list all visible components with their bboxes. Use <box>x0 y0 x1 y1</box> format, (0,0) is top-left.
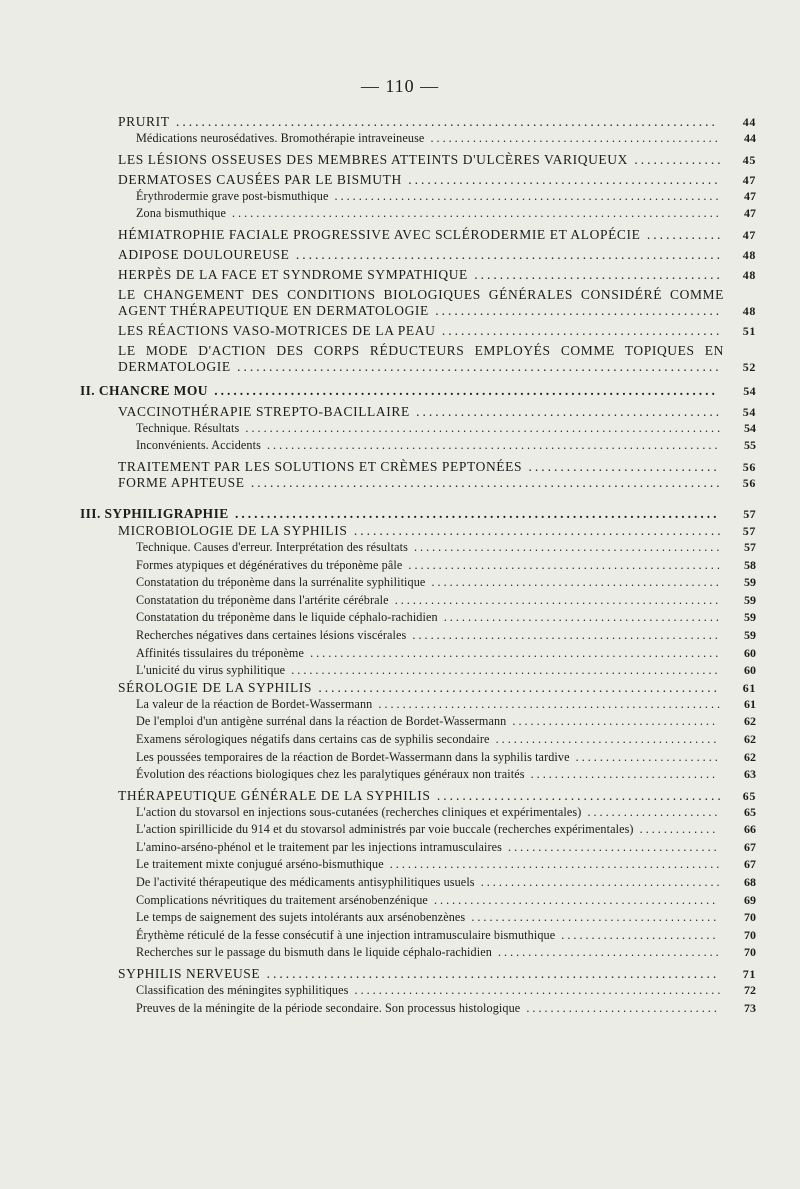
toc-page-number: 59 <box>744 627 756 642</box>
toc-entry-text: SYPHILIS NERVEUSE <box>118 966 261 982</box>
toc-entry-text: Recherches sur le passage du bismuth dans le liquide céphalo-rachidien <box>136 945 492 960</box>
toc-entry <box>80 966 756 982</box>
toc-entry-title <box>80 382 724 400</box>
dot-leader: ..................................... <box>491 945 722 960</box>
toc-entry <box>80 696 756 714</box>
toc-entry-text: III. SYPHILIGRAPHIE <box>80 505 229 521</box>
dot-leader: ................................................................... <box>289 246 724 262</box>
dot-leader: ..................................... <box>489 731 720 746</box>
toc-entry-text: Constatation du tréponème dans l'artérite cérébrale <box>136 592 389 607</box>
toc-page-number: 61 <box>744 696 756 711</box>
dot-leader: ................................................ <box>409 403 723 419</box>
toc-entry-text: LES RÉACTIONS VASO-MOTRICES DE LA PEAU <box>118 322 436 338</box>
toc-entry-text: SÉROLOGIE DE LA SYPHILIS <box>118 679 313 695</box>
toc-page-number: 51 <box>742 323 756 338</box>
toc-page-number: 62 <box>744 731 756 746</box>
dot-leader: .......................................................................... <box>244 474 723 490</box>
toc-entry-text: HERPÈS DE LA FACE ET SYNDROME SYMPATHIQUE <box>118 266 468 282</box>
toc-page-number: 62 <box>744 749 756 764</box>
toc-entry-text: PRURIT <box>118 114 170 129</box>
dot-leader: .......................... <box>555 927 719 942</box>
toc-entry-text: L'amino-arséno-phénol et le traitement par les injections intramusculaires <box>136 839 502 854</box>
toc-page-number: 47 <box>742 172 756 187</box>
dot-leader: ................................................. <box>401 171 721 187</box>
page-number-header: — 110 — <box>360 76 440 96</box>
toc-page-number: 48 <box>742 267 756 282</box>
toc-entry-title <box>136 927 724 945</box>
toc-entry <box>80 475 756 491</box>
toc-entry-title <box>118 152 724 168</box>
toc-page-number: 67 <box>744 857 756 872</box>
toc-entry <box>80 130 756 148</box>
toc-entry <box>80 287 756 319</box>
toc-entry <box>80 205 756 223</box>
toc-page-number: 61 <box>742 680 756 695</box>
toc-entry <box>80 539 756 557</box>
toc-entry-title <box>80 505 724 523</box>
toc-entry <box>80 114 756 130</box>
toc-page-number: 45 <box>742 152 756 167</box>
toc-entry <box>80 382 756 400</box>
toc-page-number: 47 <box>742 227 756 242</box>
dot-leader: ............ <box>640 226 724 242</box>
toc-entry <box>80 892 756 910</box>
toc-entry <box>80 188 756 206</box>
toc-entry-title <box>136 766 724 784</box>
dot-leader: ................................................ <box>425 575 722 590</box>
toc-entry-text: Médications neurosédatives. Bromothérapie intraveineuse <box>136 131 425 145</box>
dot-leader: ............................................................... <box>312 679 721 695</box>
toc-page-number: 54 <box>742 404 756 419</box>
table-of-contents <box>80 114 756 1017</box>
dot-leader: ...................................................... <box>388 592 722 607</box>
dot-leader: ............................................................................ <box>230 358 722 374</box>
dot-leader: ................................ <box>520 1000 720 1015</box>
toc-entry-text: VACCINOTHÉRAPIE STREPTO-BACILLAIRE <box>118 403 410 419</box>
toc-entry-title <box>136 645 724 663</box>
toc-entry <box>80 766 756 784</box>
toc-page-number: 69 <box>744 892 756 907</box>
toc-entry <box>80 323 756 339</box>
dot-leader: ................................................... <box>406 627 721 642</box>
dot-leader: ........................................................................... <box>260 438 721 453</box>
toc-page-number: 54 <box>744 420 756 435</box>
toc-entry <box>80 713 756 731</box>
toc-entry <box>80 839 756 857</box>
toc-entry <box>80 731 756 749</box>
toc-entry-title <box>136 821 724 839</box>
toc-entry-title <box>118 404 724 420</box>
toc-entry-text: Évolution des réactions biologiques chez les paralytiques généraux non traités <box>136 767 525 782</box>
toc-entry-text: Inconvénients. Accidents <box>136 438 261 453</box>
toc-entry-text: L'action spirillicide du 914 et du stovarsol administrés par voie buccale (recherches expérimentales) <box>136 822 634 837</box>
toc-entry-text: LES LÉSIONS OSSEUSES DES MEMBRES ATTEINTS D'ULCÈRES VARIQUEUX <box>118 151 628 167</box>
toc-entry <box>80 574 756 592</box>
toc-page-number: 57 <box>743 506 756 521</box>
toc-page-number: 70 <box>744 945 756 960</box>
toc-entry-text: Technique. Causes d'erreur. Interprétation des résultats <box>136 539 408 554</box>
toc-entry <box>80 523 756 539</box>
dot-leader: ....................................................................... <box>285 663 721 678</box>
toc-entry <box>80 749 756 767</box>
dot-leader: .............................. <box>522 458 720 474</box>
toc-page-number: 44 <box>744 131 756 145</box>
dot-leader: ......................................... <box>465 910 720 925</box>
toc-entry-text: Érythème réticulé de la fesse consécutif à une injection intramusculaire bismuthique <box>136 927 556 942</box>
toc-entry <box>80 874 756 892</box>
toc-entry-text: Examens sérologiques négatifs dans certains cas de syphilis secondaire <box>136 731 490 746</box>
toc-entry <box>80 227 756 243</box>
toc-entry <box>80 662 756 680</box>
toc-page-number: 60 <box>744 645 756 660</box>
toc-entry-title <box>136 420 724 438</box>
toc-entry <box>80 1000 756 1018</box>
toc-entry-text: MICROBIOLOGIE DE LA SYPHILIS <box>118 522 348 538</box>
dot-leader: ......................................................... <box>372 696 724 711</box>
toc-entry <box>80 645 756 663</box>
dot-leader: ................................... <box>501 839 720 854</box>
toc-entry <box>80 804 756 822</box>
dot-leader: ............................... <box>524 767 719 782</box>
toc-page-number: 65 <box>744 804 756 819</box>
toc-entry-title <box>136 205 724 223</box>
toc-entry-text: ADIPOSE DOULOUREUSE <box>118 246 290 262</box>
toc-entry-text: Le traitement mixte conjugué arséno-bismuthique <box>136 857 384 872</box>
toc-page-number: 56 <box>742 459 756 474</box>
toc-page-number: 47 <box>744 188 756 203</box>
toc-entry-title <box>136 804 724 822</box>
toc-entry-title <box>118 523 724 539</box>
toc-entry-title <box>118 966 724 982</box>
toc-page-number: 70 <box>744 910 756 925</box>
toc-page-number: 65 <box>742 788 756 803</box>
toc-entry-text: Les poussées temporaires de la réaction de Bordet-Wassermann dans la syphilis tardive <box>136 749 570 764</box>
toc-entry-title <box>136 944 724 962</box>
dot-leader: .................................. <box>506 714 718 729</box>
toc-entry-title <box>118 680 724 696</box>
toc-entry-title <box>136 662 724 680</box>
toc-entry-title <box>136 627 724 645</box>
dot-leader: ............................................................................... <box>207 382 718 398</box>
toc-entry <box>80 152 756 168</box>
toc-page-number: 59 <box>744 575 756 590</box>
toc-entry-text: Constatation du tréponème dans le liquide céphalo-rachidien <box>136 610 438 625</box>
toc-entry <box>80 557 756 575</box>
toc-entry-title <box>136 892 724 910</box>
toc-page-number: 67 <box>744 839 756 854</box>
toc-entry-title <box>118 343 724 375</box>
toc-entry <box>80 927 756 945</box>
toc-entry-title <box>118 227 724 243</box>
toc-entry <box>80 680 756 696</box>
dot-leader: ................................................................ <box>328 188 722 203</box>
toc-page-number: 59 <box>744 610 756 625</box>
toc-page-number: 44 <box>742 115 756 129</box>
toc-page-number: 48 <box>742 303 756 318</box>
dot-leader: ........................ <box>569 749 721 764</box>
toc-entry-text: L'unicité du virus syphilitique <box>136 663 286 678</box>
toc-entry-text: Affinités tissulaires du tréponème <box>136 645 305 660</box>
toc-entry-title <box>136 749 724 767</box>
toc-entry <box>80 505 756 523</box>
dot-leader: .............................................. <box>437 610 722 625</box>
toc-entry-text: L'action du stovarsol en injections sous-cutanées (recherches cliniques et expérimentales) <box>136 804 582 819</box>
dot-leader: ........................................ <box>474 875 723 890</box>
toc-entry-text: Constatation du tréponème dans la surrénalite syphilitique <box>136 575 426 590</box>
toc-entry-title <box>136 130 724 148</box>
dot-leader: .................................................... <box>402 557 723 572</box>
toc-entry <box>80 856 756 874</box>
toc-entry <box>80 821 756 839</box>
toc-entry-text: DERMATOSES CAUSÉES PAR LE BISMUTH <box>118 171 402 187</box>
toc-entry-text: TRAITEMENT PAR LES SOLUTIONS ET CRÈMES PEPTONÉES <box>118 458 523 474</box>
dot-leader: ............. <box>633 822 719 837</box>
toc-entry-title <box>136 1000 724 1018</box>
toc-page-number: 48 <box>742 247 756 262</box>
toc-entry-text: La valeur de la réaction de Bordet-Wassermann <box>136 696 373 711</box>
toc-page-number: 56 <box>742 475 756 490</box>
dot-leader: ..................................................................................... <box>169 114 718 129</box>
toc-entry-title <box>118 114 724 130</box>
toc-entry-text: HÉMIATROPHIE FACIALE PROGRESSIVE AVEC SCLÉRODERMIE ET ALOPÉCIE <box>118 226 641 242</box>
toc-entry <box>80 172 756 188</box>
toc-entry <box>80 944 756 962</box>
toc-page-number: 54 <box>743 383 756 398</box>
toc-entry-text: THÉRAPEUTIQUE GÉNÉRALE DE LA SYPHILIS <box>118 787 431 803</box>
toc-entry-title <box>136 856 724 874</box>
dot-leader: ...................... <box>581 804 721 819</box>
dot-leader: .................................................................... <box>304 645 722 660</box>
toc-page-number: 58 <box>744 557 756 572</box>
toc-entry-text: De l'activité thérapeutique des médicaments antisyphilitiques usuels <box>136 875 475 890</box>
toc-entry <box>80 267 756 283</box>
toc-page-number: 71 <box>742 967 756 982</box>
toc-entry-text: Recherches négatives dans certaines lésions viscérales <box>136 627 407 642</box>
toc-entry-text: II. CHANCRE MOU <box>80 382 208 398</box>
toc-page-number: 66 <box>744 822 756 837</box>
toc-entry-title <box>136 539 724 557</box>
toc-entry-text: De l'emploi d'un antigène surrénal dans la réaction de Bordet-Wassermann <box>136 714 507 729</box>
toc-entry-title <box>136 557 724 575</box>
toc-entry-title <box>136 982 724 1000</box>
toc-entry-text: FORME APHTEUSE <box>118 474 245 490</box>
toc-entry-title <box>118 287 724 319</box>
toc-page-number: 62 <box>744 714 756 729</box>
dot-leader: ............................................ <box>435 322 723 338</box>
toc-entry <box>80 609 756 627</box>
toc-entry <box>80 343 756 375</box>
toc-entry-text: Zona bismuthique <box>136 206 226 221</box>
toc-page-number: 63 <box>744 767 756 782</box>
toc-entry-title <box>118 172 724 188</box>
toc-entry <box>80 627 756 645</box>
toc-page-number: 72 <box>744 983 756 998</box>
toc-entry-text: Érythrodermie grave post-bismuthique <box>136 188 329 203</box>
toc-entry-title <box>136 909 724 927</box>
toc-entry-text: Classification des méningites syphilitiques <box>136 983 349 998</box>
toc-entry-title <box>118 788 724 804</box>
toc-entry-title <box>136 731 724 749</box>
toc-page-number: 52 <box>742 359 756 374</box>
toc-page-number: 60 <box>744 663 756 678</box>
dot-leader: ....................................................... <box>383 857 723 872</box>
toc-entry-title <box>136 437 724 455</box>
dot-leader: ....................................................................... <box>260 966 720 982</box>
toc-entry-title <box>136 188 724 206</box>
toc-entry <box>80 788 756 804</box>
toc-entry-text: Complications névritiques du traitement arsénobenzénique <box>136 892 428 907</box>
dot-leader: ................................................ <box>424 131 721 145</box>
dot-leader: ............................................... <box>427 892 719 907</box>
dot-leader: .............. <box>627 151 724 167</box>
toc-entry-title <box>118 323 724 339</box>
dot-leader: ............................................................................ <box>228 505 720 521</box>
toc-entry-title <box>118 475 724 491</box>
dot-leader: ................................................................................. <box>225 206 722 221</box>
toc-page-number: 70 <box>744 927 756 942</box>
toc-entry <box>80 404 756 420</box>
toc-entry-text: LE CHANGEMENT DES CONDITIONS BIOLOGIQUES GÉNÉRALES CONSIDÉRÉ COMME AGENT THÉRAPEUTIQUE EN DERMATOLOGIE <box>118 286 724 318</box>
toc-entry <box>80 420 756 438</box>
dot-leader: ................................................... <box>407 539 723 554</box>
toc-page-number: 57 <box>742 523 756 538</box>
toc-entry <box>80 247 756 263</box>
toc-entry <box>80 592 756 610</box>
toc-entry <box>80 459 756 475</box>
dot-leader: ....................................... <box>467 266 723 282</box>
toc-page-number: 47 <box>744 206 756 221</box>
toc-entry-text: Formes atypiques et dégénératives du tréponème pâle <box>136 557 403 572</box>
toc-entry-text: Le temps de saignement des sujets intolérants aux arsénobenzènes <box>136 910 466 925</box>
dot-leader: ............................................................. <box>348 983 724 998</box>
toc-page-number: 59 <box>744 592 756 607</box>
toc-entry <box>80 909 756 927</box>
dot-leader: ............................................................................... <box>239 420 724 435</box>
dot-leader: .......................................................... <box>347 522 724 538</box>
toc-entry <box>80 982 756 1000</box>
toc-entry-title <box>118 247 724 263</box>
dot-leader: ............................................. <box>430 787 724 803</box>
toc-entry <box>80 437 756 455</box>
toc-entry-title <box>136 713 724 731</box>
toc-entry-title <box>118 267 724 283</box>
toc-entry-title <box>136 609 724 627</box>
toc-entry-title <box>136 874 724 892</box>
toc-entry-title <box>136 839 724 857</box>
toc-entry-title <box>136 574 724 592</box>
toc-page-number: 73 <box>744 1000 756 1015</box>
dot-leader: ............................................. <box>428 302 723 318</box>
toc-entry-text: LE MODE D'ACTION DES CORPS RÉDUCTEURS EMPLOYÉS COMME TOPIQUES EN DERMATOLOGIE <box>118 342 724 374</box>
toc-entry-title <box>136 696 724 714</box>
toc-entry-title <box>118 459 724 475</box>
toc-page-number: 57 <box>744 539 756 554</box>
toc-entry-text: Preuves de la méningite de la période secondaire. Son processus histologique <box>136 1000 521 1015</box>
toc-entry-text: Technique. Résultats <box>136 420 240 435</box>
toc-page-number: 55 <box>744 438 756 453</box>
toc-entry-title <box>136 592 724 610</box>
toc-page-number: 68 <box>744 875 756 890</box>
